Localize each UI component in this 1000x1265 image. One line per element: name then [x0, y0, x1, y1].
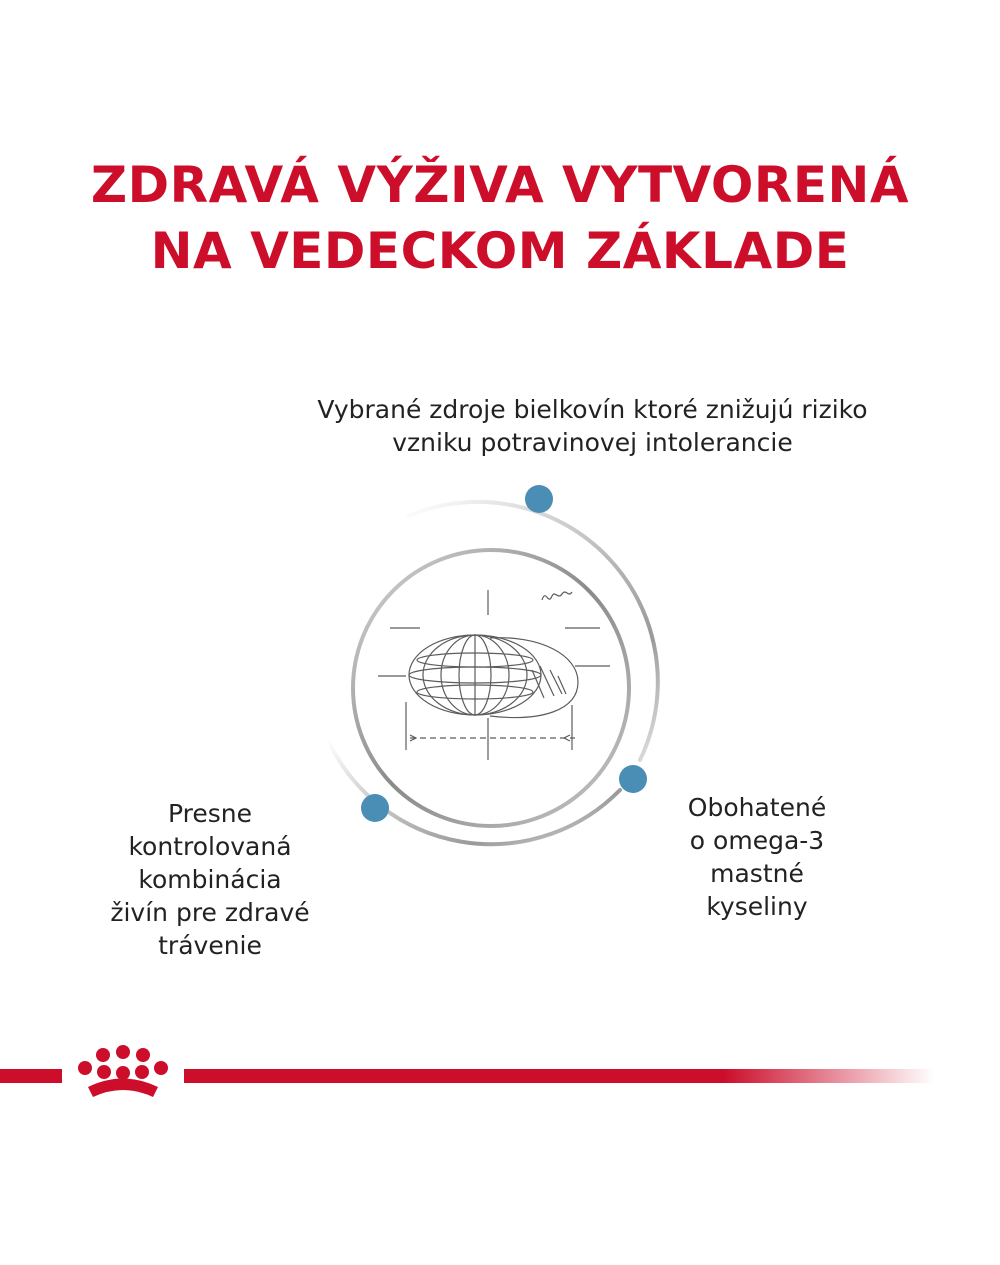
benefit-omega-3: [612, 791, 902, 923]
benefit-nutrient-combination: [60, 797, 360, 962]
headline-line-1: ZDRAVÁ VÝŽIVA VYTVORENÁ: [90, 156, 910, 214]
benefit-protein-sources: [150, 393, 1000, 459]
benefit-text-line: kontrolovaná: [128, 832, 292, 861]
benefit-text-line: Presne: [168, 799, 252, 828]
benefit-text-line: Vybrané zdroje bielkovín ktoré znižujú riziko: [317, 395, 868, 424]
benefit-text-line: o omega-3: [689, 826, 825, 855]
headline-line-2: NA VEDECKOM ZÁKLADE: [150, 222, 850, 280]
benefit-text-line: trávenie: [158, 931, 262, 960]
benefit-marker-dot: [525, 485, 553, 513]
inner-ring: [353, 550, 629, 826]
benefit-text-line: Obohatené: [687, 793, 827, 822]
benefit-text-line: kyseliny: [706, 892, 808, 921]
brand-footer-band: [0, 1040, 1000, 1110]
benefit-text-line: vzniku potravinovej intolerancie: [392, 428, 793, 457]
brand-line-left: [0, 1069, 62, 1083]
benefit-marker-dot: [619, 765, 647, 793]
benefit-text-line: mastné: [710, 859, 804, 888]
page-headline: [0, 152, 1000, 284]
benefit-text-line: živín pre zdravé: [110, 898, 310, 927]
crown-logo-icon: [78, 1045, 168, 1097]
brand-line-right: [184, 1069, 934, 1083]
benefit-text-line: kombinácia: [138, 865, 282, 894]
benefit-marker-dot: [361, 794, 389, 822]
